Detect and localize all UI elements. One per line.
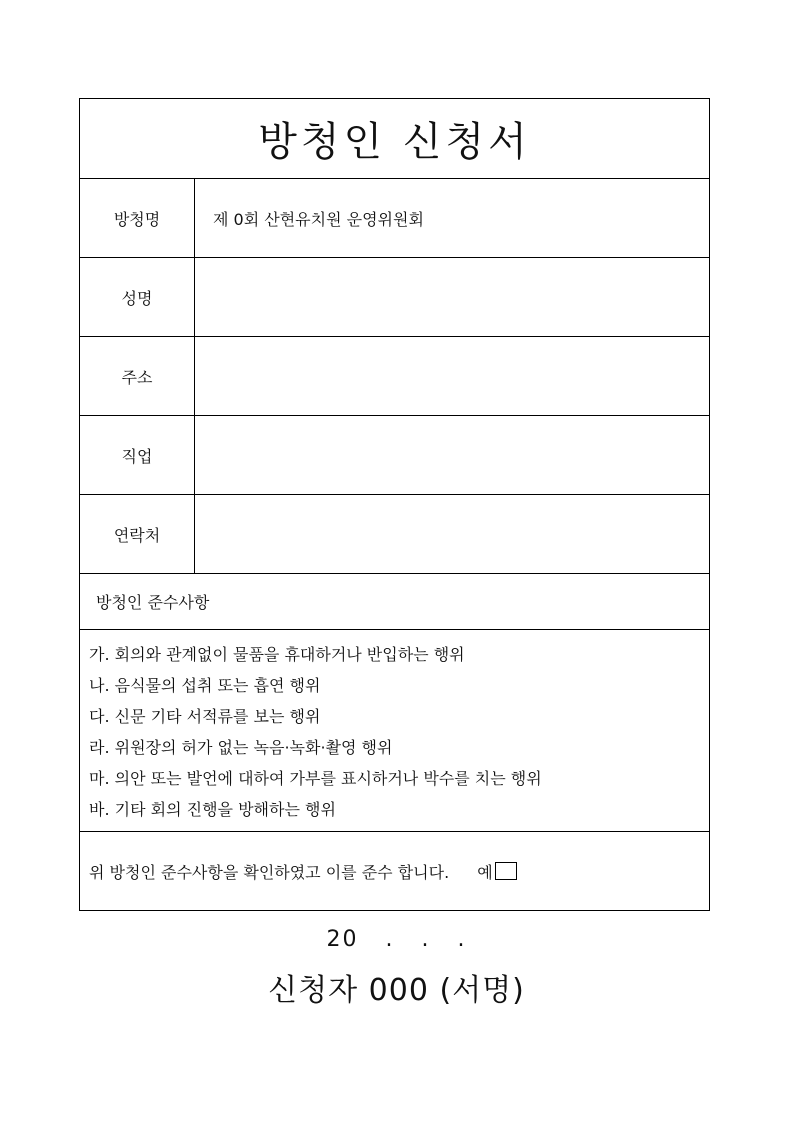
field-row-session (80, 179, 709, 258)
field-value-name[interactable] (195, 258, 709, 336)
field-label-contact: 연락처 (80, 495, 195, 573)
field-value-session[interactable]: 제 0회 산현유치원 운영위원회 (213, 209, 424, 229)
applicant-signature-line: 신청자 000 (서명) (268, 973, 525, 1008)
rule-item: 나. 음식물의 섭취 또는 흡연 행위 (89, 676, 321, 695)
application-date: 20 . . . (326, 927, 467, 952)
field-label-name: 성명 (80, 258, 195, 336)
rule-item: 다. 신문 기타 서적류를 보는 행위 (89, 707, 321, 726)
field-row-address (80, 337, 709, 416)
field-row-occupation (80, 416, 709, 495)
field-value-address[interactable] (195, 337, 709, 415)
rule-item: 마. 의안 또는 발언에 대하여 가부를 표시하거나 박수를 치는 행위 (89, 769, 542, 788)
field-value-contact[interactable] (195, 495, 709, 573)
rules-list (80, 630, 709, 832)
form-title: 방청인 신청서 (258, 119, 531, 165)
rule-item: 바. 기타 회의 진행을 방해하는 행위 (89, 800, 336, 819)
rule-item: 가. 회의와 관계없이 물품을 휴대하거나 반입하는 행위 (89, 645, 465, 664)
field-row-name (80, 258, 709, 337)
confirm-statement: 위 방청인 준수사항을 확인하였고 이를 준수 합니다. (89, 862, 450, 882)
field-label-address: 주소 (80, 337, 195, 415)
form-title-row (80, 99, 709, 179)
field-row-contact (80, 495, 709, 574)
rule-item: 라. 위원장의 허가 없는 녹음·녹화·촬영 행위 (89, 738, 393, 757)
confirm-yes-label: 예 (477, 862, 493, 882)
application-form (79, 98, 710, 911)
confirm-checkbox[interactable] (495, 862, 517, 880)
confirm-row (80, 832, 709, 910)
field-value-occupation[interactable] (195, 416, 709, 494)
field-label-session: 방청명 (80, 179, 195, 257)
rules-section-title: 방청인 준수사항 (80, 574, 709, 630)
field-label-occupation: 직업 (80, 416, 195, 494)
